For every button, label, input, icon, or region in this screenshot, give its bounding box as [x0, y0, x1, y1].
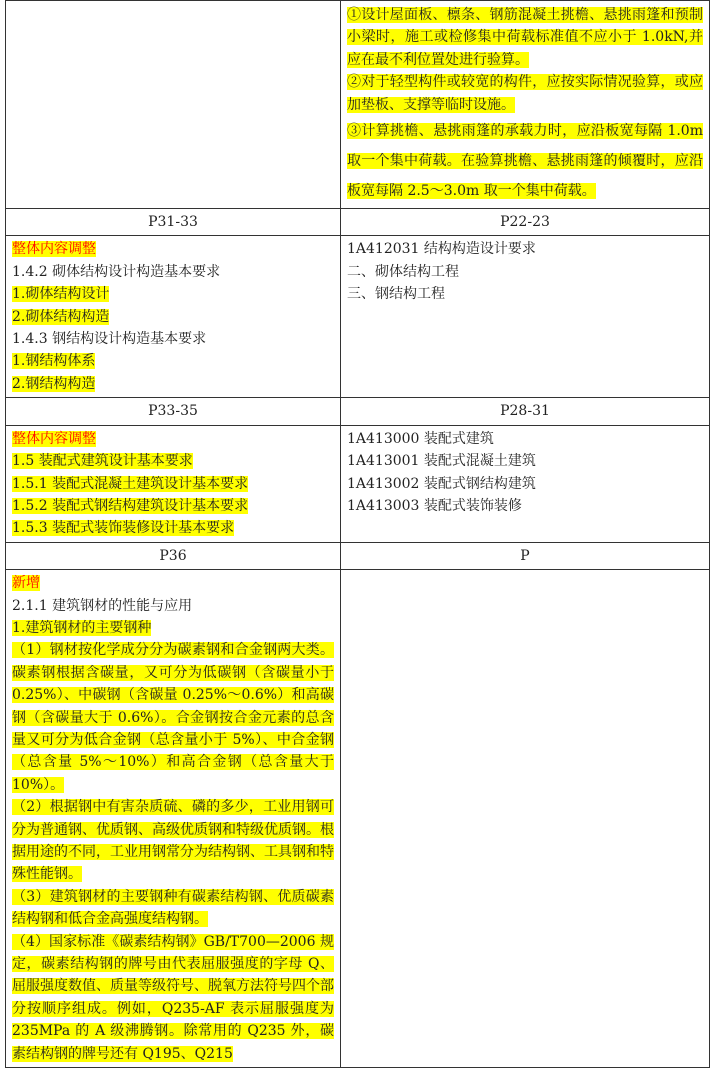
- comparison-table: [5, 0, 710, 1068]
- change-note: 新增: [12, 575, 40, 592]
- steel-paragraph-1: （1）钢材按化学成分分为碳素钢和合金钢两大类。碳素钢根据含碳量，又可分为低碳钢（含碳量小于 0.25%）、中碳钢（含碳量 0.25%～0.6%）和高碳钢（含碳量大于 0.6%）。合金钢按合金元素的总含量又可分为低合金钢（总含量小于 5%）、中合金钢（总含量 5%～10%）和高合金钢（总含量大于 10%）。: [12, 642, 334, 793]
- list-item: 2.砌体结构构造: [12, 308, 110, 325]
- load-rule-3: ③计算挑檐、悬挑雨篷的承载力时，应沿板宽每隔 1.0m 取一个集中荷载。在验算挑檐、悬挑雨篷的倾覆时，应沿板宽每隔 2.5～3.0m 取一个集中荷载。: [347, 123, 703, 200]
- page-ref-right: P22-23: [341, 209, 710, 236]
- list-item: 1A413003 装配式装饰装修: [347, 497, 522, 514]
- steel-paragraph-4: （4）国家标准《碳素结构钢》GB/T700—2006 规定，碳素结构钢的牌号由代表屈服强度的字母 Q、屈服强度数值、质量等级符号、脱氧方法符号四个部分按顺序组成。例如，Q235-AF 表示屈服强度为 235MPa 的 A 级沸腾钢。除常用的 Q235 外，碳素结构钢的牌号还有 Q195、Q215: [12, 933, 334, 1062]
- section-heading: 1.4.3 钢结构设计构造基本要求: [12, 331, 207, 348]
- steel-paragraph-2: （2）根据钢中有害杂质硫、磷的多少，工业用钢可分为普通钢、优质钢、高级优质钢和特级优质钢。根据用途的不同，工业用钢常分为结构钢、工具钢和特殊性能钢。: [12, 799, 334, 883]
- page-ref-left: P31-33: [6, 209, 341, 236]
- table-row-p36: [6, 570, 710, 1068]
- list-item: 1.5.1 装配式混凝土建筑设计基本要求: [12, 475, 249, 492]
- page-ref-left: P36: [6, 542, 341, 569]
- list-item: 1A413002 装配式钢结构建筑: [347, 475, 536, 492]
- section-heading: 1.4.2 砌体结构设计构造基本要求: [12, 263, 221, 280]
- change-note: 整体内容调整: [12, 241, 96, 258]
- table-row-header-p33: [6, 398, 710, 425]
- page-ref-right: P: [341, 542, 710, 569]
- table-row-p33: [6, 425, 710, 542]
- list-item: 1.钢结构体系: [12, 353, 96, 370]
- list-item: 1A413000 装配式建筑: [347, 430, 494, 447]
- table-row-header-p36: [6, 542, 710, 569]
- load-rule-2: ②对于轻型构件或较宽的构件，应按实际情况验算，或应加垫板、支撑等临时设施。: [347, 74, 703, 113]
- top-right-cell: [341, 1, 710, 209]
- list-item: 1.5.3 装配式装饰装修设计基本要求: [12, 520, 235, 537]
- list-item: 1A413001 装配式混凝土建筑: [347, 453, 536, 470]
- table-row-p31: [6, 236, 710, 398]
- p33-left-cell: [6, 425, 341, 542]
- list-item: 1.建筑钢材的主要钢种: [12, 619, 152, 636]
- list-item: 1.砌体结构设计: [12, 286, 110, 303]
- list-item: 三、钢结构工程: [347, 286, 445, 303]
- page-ref-right: P28-31: [341, 398, 710, 425]
- list-item: 1A412031 结构构造设计要求: [347, 241, 536, 258]
- list-item: 2.钢结构构造: [12, 375, 96, 392]
- p31-left-cell: [6, 236, 341, 398]
- steel-paragraph-3: （3）建筑钢材的主要钢种有碳素结构钢、优质碳素结构钢和低合金高强度结构钢。: [12, 888, 334, 928]
- p36-right-cell: [341, 570, 710, 1068]
- table-row-top: [6, 1, 710, 209]
- list-item: 1.5 装配式建筑设计基本要求: [12, 453, 193, 470]
- page-ref-left: P33-35: [6, 398, 341, 425]
- change-note: 整体内容调整: [12, 430, 96, 447]
- list-item: 1.5.2 装配式钢结构建筑设计基本要求: [12, 497, 249, 514]
- section-heading: 2.1.1 建筑钢材的性能与应用: [12, 597, 193, 614]
- p31-right-cell: [341, 236, 710, 398]
- table-row-header-p31: [6, 209, 710, 236]
- top-left-cell: [6, 1, 341, 209]
- p33-right-cell: [341, 425, 710, 542]
- list-item: 二、砌体结构工程: [347, 263, 459, 280]
- p36-left-cell: [6, 570, 341, 1068]
- load-rule-1: ①设计屋面板、檩条、钢筋混凝土挑檐、悬挑雨篷和预制小梁时，施工或检修集中荷载标准值不应小于 1.0kN,并应在最不利位置处进行验算。: [347, 7, 703, 68]
